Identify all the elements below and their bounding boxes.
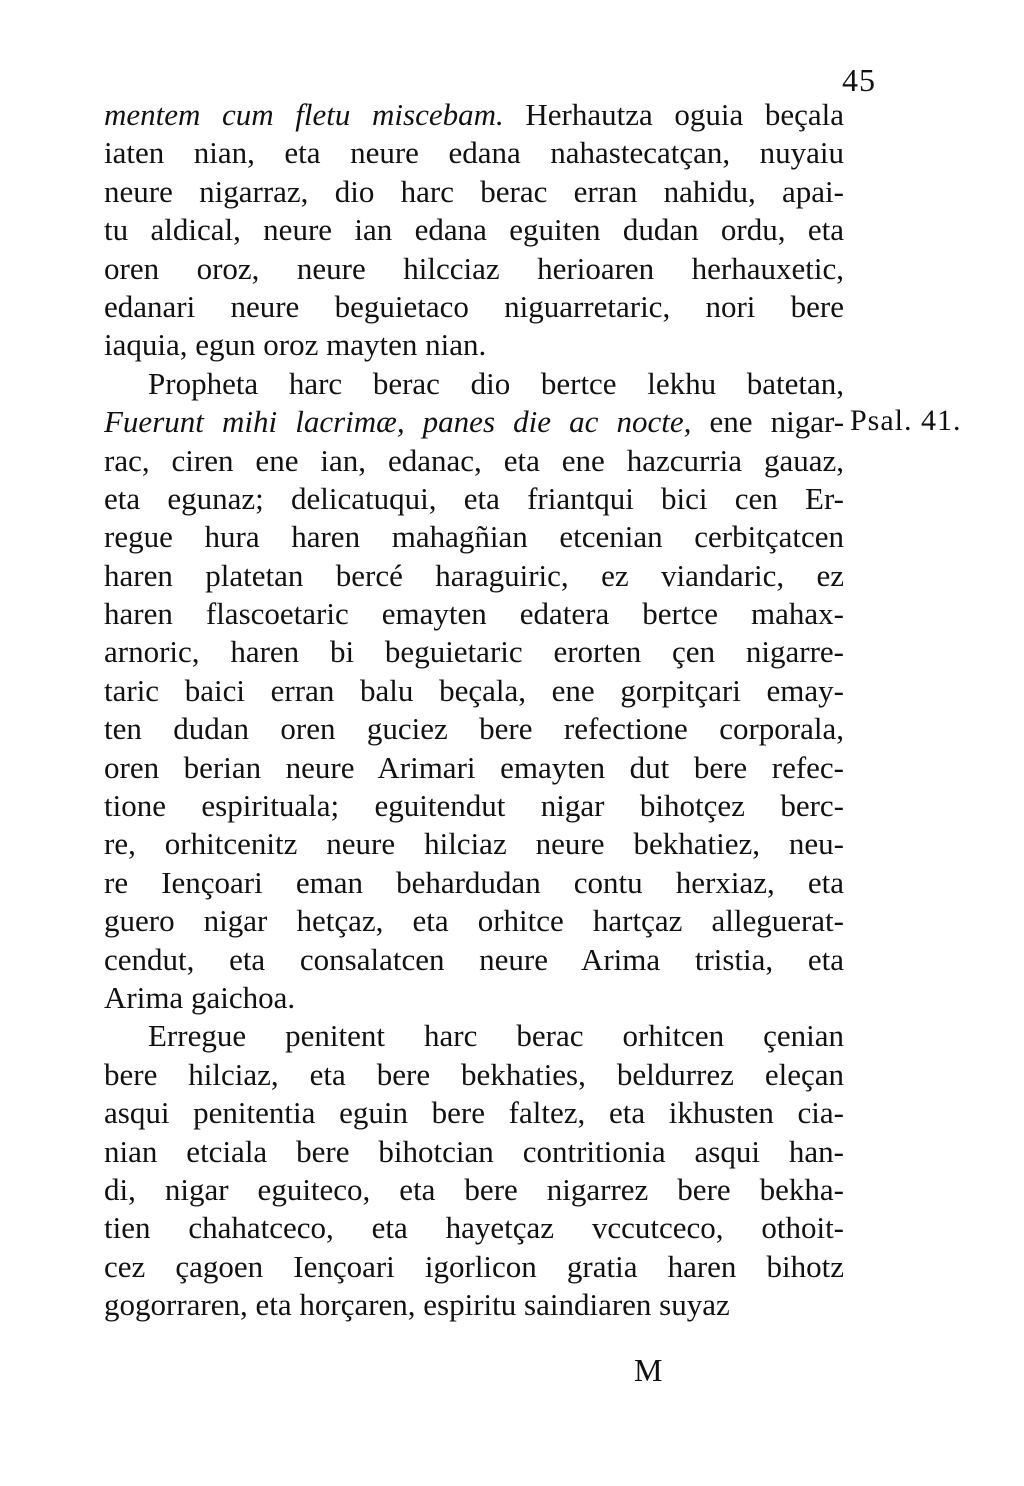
text-line — [104, 365, 844, 403]
line-text: nian etciala bere bihotcian contritionia asqui han- — [104, 1133, 844, 1169]
line-text: Arima gaichoa. — [104, 979, 296, 1015]
margin-note: Psal. 41. — [850, 404, 962, 437]
text-line — [104, 633, 844, 671]
text-line — [104, 1209, 844, 1247]
line-text: neure nigarraz, dio harc berac erran nahidu, apai- — [104, 173, 844, 209]
text-line — [104, 250, 844, 288]
line-text: oren oroz, neure hilcciaz herioaren herhauxetic, — [104, 250, 844, 286]
text-line — [104, 864, 844, 902]
line-text: Herhautza oguia beçala — [525, 97, 844, 132]
line-text: haren platetan bercé haraguiric, ez viandaric, ez — [104, 557, 844, 593]
text-line — [104, 1056, 844, 1094]
text-line — [104, 173, 844, 211]
text-line — [104, 211, 844, 249]
line-text: iaten nian, eta neure edana nahastecatçan, nuyaiu — [104, 135, 844, 171]
line-text: bere hilciaz, eta bere bekhaties, beldurrez eleçan — [104, 1056, 844, 1092]
text-line — [104, 518, 844, 556]
line-text: re, orhitcenitz neure hilciaz neure bekhatiez, neu- — [104, 826, 844, 862]
text-line — [104, 672, 844, 710]
line-text: Propheta harc berac dio bertce lekhu batetan, — [148, 365, 844, 401]
text-line — [104, 825, 844, 863]
text-line — [104, 979, 844, 1017]
line-text: ene nigar- — [709, 404, 844, 440]
signature-mark: M — [634, 1352, 665, 1388]
page-number: 45 — [842, 62, 876, 98]
line-text: tien chahatceco, eta hayetçaz vccutceco, othoit- — [104, 1210, 844, 1246]
line-text: tu aldical, neure ian edana eguiten dudan ordu, eta — [104, 212, 844, 248]
text-line — [104, 288, 844, 326]
text-line — [104, 941, 844, 979]
text-line — [104, 557, 844, 595]
text-line — [104, 1094, 844, 1132]
line-text: re Iençoari eman behardudan contu herxiaz, eta — [104, 864, 844, 900]
text-line — [104, 442, 844, 480]
line-text: Erregue penitent harc berac orhitcen çenian — [148, 1018, 844, 1054]
line-text: di, nigar eguiteco, eta bere nigarrez bere bekha- — [104, 1171, 844, 1207]
text-line — [104, 1133, 844, 1171]
line-text: oren berian neure Arimari emayten dut bere refec- — [104, 749, 844, 785]
latin-quote: mentem cum fletu miscebam. — [104, 97, 504, 132]
line-text: ten dudan oren guciez bere refectione corporala, — [104, 711, 844, 747]
text-line — [104, 96, 844, 134]
line-text: cez çagoen Iençoari igorlicon gratia haren bihotz — [104, 1248, 844, 1284]
line-text: tione espirituala; eguitendut nigar bihotçez berc- — [104, 788, 844, 824]
line-text: cendut, eta consalatcen neure Arima tristia, eta — [104, 941, 844, 977]
line-text: taric baici erran balu beçala, ene gorpitçari emay- — [104, 672, 844, 708]
text-line — [104, 326, 844, 364]
line-text: iaquia, egun oroz mayten nian. — [104, 327, 487, 363]
line-text: arnoric, haren bi beguietaric erorten çen nigarre- — [104, 634, 844, 670]
line-text: regue hura haren mahagñian etcenian cerbitçatcen — [104, 519, 844, 555]
text-line — [104, 595, 844, 633]
latin-quote: Fuerunt mihi lacrimæ, panes die ac nocte, — [104, 404, 692, 440]
line-text: edanari neure beguietaco niguarretaric, nori bere — [104, 288, 844, 324]
line-text: haren flascoetaric emayten edatera bertce mahax- — [104, 596, 844, 632]
line-text: asqui penitentia eguin bere faltez, eta ikhusten cia- — [104, 1095, 844, 1131]
body-text — [104, 96, 844, 1325]
line-text: guero nigar hetçaz, eta orhitce hartçaz alleguerat- — [104, 903, 844, 939]
text-line — [104, 1171, 844, 1209]
text-line — [104, 749, 844, 787]
text-line — [104, 403, 844, 441]
line-text: rac, ciren ene ian, edanac, eta ene hazcurria gauaz, — [104, 442, 844, 478]
text-line — [104, 480, 844, 518]
text-line — [104, 134, 844, 172]
text-line — [104, 902, 844, 940]
text-line — [104, 1017, 844, 1055]
text-line — [104, 710, 844, 748]
text-line — [104, 1286, 844, 1324]
line-text: gogorraren, eta horçaren, espiritu saindiaren suyaz — [104, 1287, 730, 1323]
text-line — [104, 787, 844, 825]
text-line — [104, 1248, 844, 1286]
line-text: eta egunaz; delicatuqui, eta friantqui bici cen Er- — [104, 480, 844, 516]
